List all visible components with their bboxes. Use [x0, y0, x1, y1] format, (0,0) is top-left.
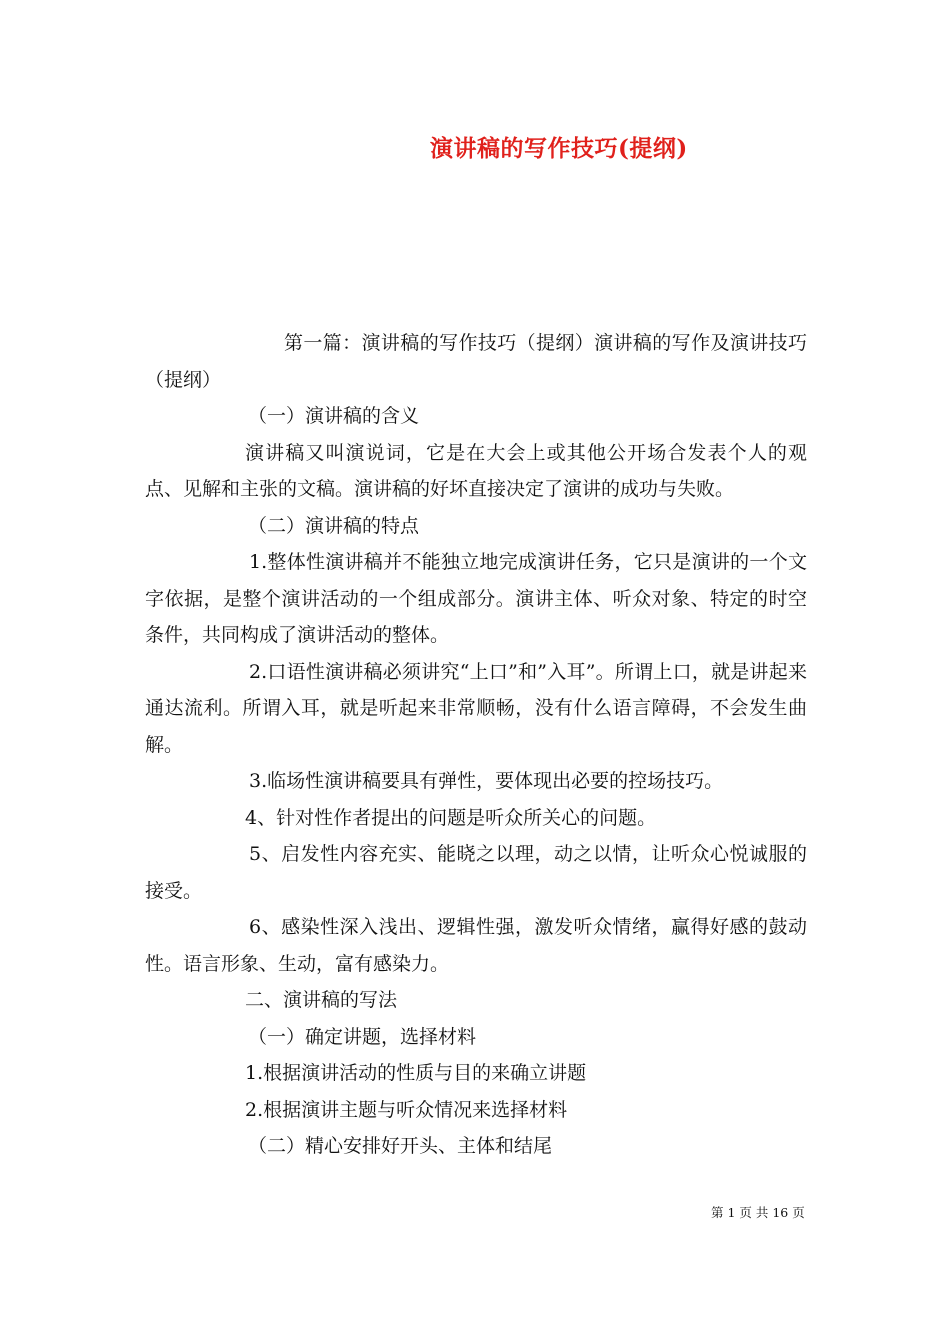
page-number-footer: 第 1 页 共 16 页 [711, 1205, 805, 1220]
paragraph-topic-2: 2.根据演讲主题与听众情况来选择材料 [245, 1098, 568, 1121]
heading-structure: （二）精心安排好开头、主体和结尾 [248, 1135, 553, 1157]
document-title: 演讲稿的写作技巧(提纲) [430, 135, 688, 162]
paragraph-feature-3: 3.临场性演讲稿要具有弹性，要体现出必要的控场技巧。 [249, 770, 724, 792]
heading-definition: （一）演讲稿的含义 [248, 405, 420, 427]
paragraph-feature-6: 6、感染性深入浅出、逻辑性强，激发听众情绪，赢得好感的鼓动性。语言形象、生动，富有感染力。 [145, 916, 807, 975]
paragraph-intro: 第一篇：演讲稿的写作技巧（提纲）演讲稿的写作及演讲技巧（提纲） [145, 332, 807, 391]
heading-features: （二）演讲稿的特点 [248, 514, 420, 537]
paragraph-feature-1: 1.整体性演讲稿并不能独立地完成演讲任务，它只是演讲的一个文字依据，是整个演讲活动的一个组成部分。演讲主体、听众对象、特定的时空条件，共同构成了演讲活动的整体。 [145, 551, 807, 646]
document-body [145, 325, 807, 1165]
paragraph-feature-2: 2.口语性演讲稿必须讲究“上口”和”入耳”。所谓上口，就是讲起来通达流利。所谓入耳，就是听起来非常顺畅，没有什么语言障碍，不会发生曲解。 [145, 660, 807, 756]
heading-topic-material: （一）确定讲题，选择材料 [248, 1025, 477, 1048]
paragraph-feature-5: 5、启发性内容充实、能晓之以理，动之以情，让听众心悦诚服的接受。 [145, 843, 807, 902]
heading-writing-method: 二、演讲稿的写法 [245, 989, 398, 1011]
paragraph-topic-1: 1.根据演讲活动的性质与目的来确立讲题 [245, 1062, 587, 1084]
paragraph-definition: 演讲稿又叫演说词，它是在大会上或其他公开场合发表个人的观点、见解和主张的文稿。演讲稿的好坏直接决定了演讲的成功与失败。 [145, 441, 807, 500]
paragraph-feature-4: 4、针对性作者提出的问题是听众所关心的问题。 [245, 806, 657, 829]
